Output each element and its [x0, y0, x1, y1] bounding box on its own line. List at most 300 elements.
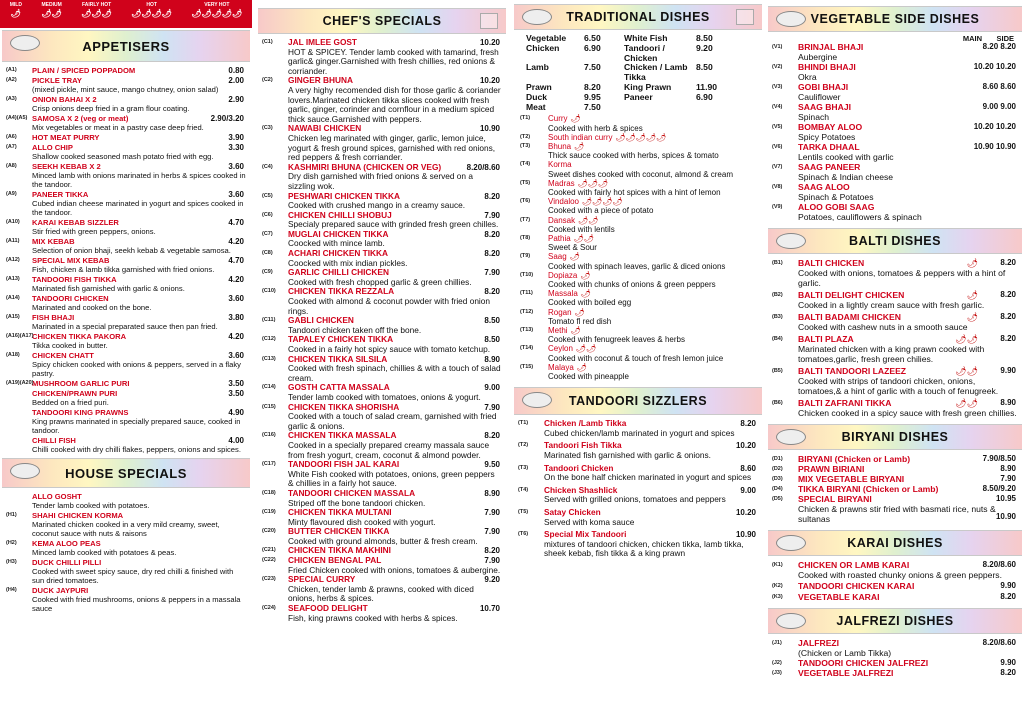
- item-code: (C10): [262, 288, 276, 295]
- item-code: (A12): [6, 257, 20, 263]
- item-name: TIKKA BIRYANI (Chicken or Lamb): [798, 484, 939, 494]
- house-specials-list: [0, 492, 252, 613]
- menu-item: [0, 332, 252, 350]
- chili-icon: 🌶: [570, 114, 581, 124]
- item-desc: Tomato fl red dish: [548, 316, 612, 326]
- item-price: 3.60: [228, 351, 244, 360]
- item-desc: Spicy chicken cooked with onions & peppers, served in a flaky pastry.: [32, 360, 241, 378]
- item-desc: Chicken, tender lamb & prawns, cooked with diced onions, herbs & spices.: [288, 583, 474, 604]
- item-price: 4.20: [228, 237, 244, 246]
- item-code: (A11): [6, 238, 20, 244]
- item-desc: Cooked with a piece of potato: [548, 206, 654, 216]
- chili-icon: 🌶: [580, 270, 591, 280]
- logo-oval-icon: [776, 233, 806, 249]
- tandoori-sizzlers-list: [512, 419, 764, 559]
- heat-label: HOT: [146, 2, 157, 8]
- item-code: (C1): [262, 39, 273, 45]
- item-price: 8.20: [484, 249, 500, 259]
- item-title-line: [548, 216, 598, 225]
- traditional-item: [512, 252, 764, 270]
- price-name: Chicken: [526, 42, 560, 53]
- menu-item: [256, 76, 508, 124]
- item-code: (H2): [6, 540, 17, 546]
- menu-item: [256, 124, 508, 162]
- menu-item: [512, 419, 764, 438]
- item-desc: A very highy recomended dish for those garlic & coriander lovers.Marinated chicken tikka slices cooked with fresh garlic, ginger, corinder and cornflour in a medium spiced thick sauce.Garnished with peppers.: [288, 84, 501, 124]
- item-code: (T12): [520, 308, 534, 315]
- item-desc: Mix vegetables or meat in a pastry case deep fried.: [32, 123, 204, 132]
- item-code: (H1): [6, 512, 17, 518]
- item-price: 3.80: [228, 313, 244, 322]
- heat-level: [10, 2, 22, 18]
- menu-item: [256, 230, 508, 249]
- chili-icon: 🌶🌶: [955, 366, 978, 376]
- price-name: King Prawn: [624, 81, 672, 92]
- menu-item: [0, 436, 252, 454]
- item-desc: Spinach: [798, 112, 830, 122]
- menu-item: [766, 62, 1024, 82]
- menu-item: [0, 237, 252, 255]
- item-name: CHICKEN BENGAL PAL: [288, 555, 382, 566]
- item-name: JAL IMLEE GOST: [288, 37, 357, 47]
- menu-item: [256, 460, 508, 489]
- item-desc: Cooked in a fairly hot spicy sauce with tomato ketchup.: [288, 344, 490, 354]
- item-desc: Cooked with roasted chunky onions & green peppers.: [798, 570, 1002, 580]
- menu-item: [766, 42, 1024, 62]
- item-code: (B6): [772, 400, 783, 406]
- item-name: CHILLI FISH: [32, 436, 76, 445]
- menu-item: [256, 431, 508, 460]
- logo-oval-icon: [522, 9, 552, 25]
- item-price: 10.90: [479, 124, 500, 134]
- item-name: CHICKEN TIKKA MULTANI: [288, 507, 392, 518]
- item-desc: Cooked with herb & spices: [548, 123, 643, 133]
- column-appetisers: [0, 0, 252, 724]
- menu-item: [256, 489, 508, 508]
- column-traditional: [512, 0, 764, 724]
- price-name: Tandoori / Chicken: [624, 42, 665, 63]
- item-desc: Chicken cooked in a spicy sauce with fresh green chillies.: [798, 408, 1017, 418]
- item-code: (B4): [772, 336, 783, 342]
- item-name: TARKA DHAAL: [798, 142, 860, 152]
- chili-icon: 🌶: [966, 258, 978, 268]
- item-desc: Marinated fish garnished with garlic & onions.: [544, 450, 711, 461]
- item-name: TANDOORI CHICKEN JALFREZI: [798, 658, 929, 668]
- item-code: (T7): [520, 216, 531, 223]
- item-desc: Dry dish garnished with fried onions & served on a sizzling wok.: [288, 171, 473, 191]
- traditional-item: [512, 344, 764, 362]
- traditional-item: [512, 197, 764, 215]
- item-code: (V9): [772, 204, 783, 210]
- item-desc: Minced lamb cooked with potatoes & peas.: [32, 548, 177, 557]
- item-name: SAMOSA X 2 (veg or meat): [32, 114, 129, 123]
- item-name: CHICKEN TIKKA SHORISHA: [288, 401, 400, 412]
- menu-item: [512, 486, 764, 505]
- item-price: 10.20: [735, 508, 756, 518]
- price-name: Chicken / Lamb Tikka: [624, 62, 688, 83]
- appetisers-list: [0, 66, 252, 454]
- heat-level: [42, 2, 62, 18]
- item-code: (V2): [772, 64, 783, 70]
- item-price: 9.50: [484, 460, 500, 470]
- item-name: KASHMIRI BHUNA (CHICKEN OR VEG): [288, 161, 442, 172]
- item-price: 7.90: [484, 210, 500, 220]
- item-desc: Cooked in a lightly cream sauce with fresh garlic.: [798, 300, 985, 310]
- chili-icon: 🌶🌶: [573, 234, 594, 244]
- item-desc: (Chicken or Lamb Tikka): [798, 648, 892, 658]
- karai-title: KARAI DISHES: [847, 536, 943, 550]
- menu-item: [766, 366, 1024, 396]
- item-title-line: [548, 179, 608, 188]
- balti-title: BALTI DISHES: [849, 234, 941, 248]
- menu-item: [0, 256, 252, 274]
- chili-icon: 🌶🌶: [955, 334, 978, 344]
- item-desc: Cooked with a touch of salad cream, garnished with fried garlic & onions.: [288, 411, 497, 431]
- item-name: MIX VEGETABLE BIRYANI: [798, 474, 905, 484]
- item-code: (T2): [520, 133, 531, 140]
- item-desc: Cooked with boiled egg: [548, 298, 632, 308]
- item-code: (V4): [772, 104, 783, 110]
- menu-item: [0, 162, 252, 189]
- item-price: 2.90/3.20: [210, 114, 244, 123]
- item-desc: King prawns marinated in specially prepared sauce, cooked in tandoor.: [32, 417, 241, 435]
- item-desc: Cooked with fresh chopped garlic & green chillies.: [288, 276, 472, 287]
- item-code: (A10): [6, 219, 20, 225]
- item-code: (T3): [518, 464, 529, 471]
- menu-item: [766, 592, 1024, 602]
- item-name: TAPALEY CHICKEN TIKKA: [288, 334, 394, 345]
- price-value: [696, 103, 736, 113]
- item-code: (B2): [772, 292, 783, 298]
- price-name: Meat: [526, 101, 546, 112]
- item-price: 7.90: [1000, 474, 1016, 483]
- menu-item: [0, 114, 252, 132]
- appetisers-banner: [2, 30, 250, 62]
- item-price: 8.60: [740, 463, 756, 473]
- item-code: (C14): [262, 384, 276, 391]
- item-desc: Cooked with lentils: [548, 224, 615, 234]
- item-desc: Selection of onion bhaji, seekh kebab & vegetable samosa.: [32, 246, 231, 255]
- house-specials-title: HOUSE SPECIALS: [65, 465, 187, 481]
- item-name: MIX KEBAB: [32, 237, 75, 246]
- price-name: White Fish: [624, 33, 668, 43]
- item-code: (A19)(A20): [6, 380, 34, 386]
- menu-item: [0, 408, 252, 435]
- item-price: 8.20: [484, 287, 500, 297]
- item-code: (D4): [772, 486, 783, 492]
- chefs-specials-title: CHEF'S SPECIALS: [322, 14, 442, 28]
- item-name: ALLO CHIP: [32, 143, 73, 152]
- item-desc: Spicy Potatoes: [798, 132, 856, 142]
- item-desc: Sweet & Sour: [548, 243, 597, 253]
- item-price: 10.20: [479, 38, 500, 47]
- item-price: 0.80: [228, 66, 244, 75]
- item-name: Satay Chicken: [544, 507, 601, 518]
- item-desc: Cubed chicken/lamb marinated in yogurt and spices: [544, 427, 735, 438]
- item-price: 8.20: [1000, 668, 1016, 677]
- pattern-square-icon: [736, 9, 754, 25]
- item-price: 9.00: [484, 383, 500, 393]
- biryani-list: [766, 454, 1024, 524]
- item-code: (A7): [6, 144, 17, 150]
- menu-item: [256, 287, 508, 316]
- item-name: GABLI CHICKEN: [288, 315, 354, 326]
- item-desc: Tikka cooked in butter.: [32, 341, 108, 350]
- item-price: 10.70: [479, 604, 500, 614]
- item-title-line: [548, 142, 584, 151]
- item-desc: mixtures of tandoori chicken, chicken tikka, lamb tikka, sheek kebab, fish tikka & a king prawn: [544, 538, 744, 559]
- item-price: 7.90: [484, 268, 500, 278]
- item-name: SAAG ALOO: [798, 182, 850, 192]
- item-desc: Sweet dishes cooked with coconut, almond & cream: [548, 169, 733, 179]
- logo-oval-icon: [10, 35, 40, 51]
- item-price: 8.20/8.60: [982, 560, 1016, 569]
- item-name: CHICKEN TIKKA SILSILA: [288, 353, 388, 364]
- item-code: (C16): [262, 432, 276, 439]
- item-price: 8.20: [484, 229, 500, 239]
- logo-oval-icon: [776, 613, 806, 629]
- item-desc: Tandoori chicken taken off the bone.: [288, 324, 422, 335]
- heat-label: MEDIUM: [41, 2, 62, 8]
- heat-legend: [0, 0, 252, 28]
- veg-sides-banner: [768, 6, 1022, 32]
- karai-banner: [768, 530, 1022, 556]
- item-desc: Marinated chicken with a king prawn cooked with tomatoes,garlic, fresh green chilies.: [798, 344, 985, 364]
- traditional-item: [512, 308, 764, 326]
- price-value: 11.90: [696, 81, 718, 92]
- item-code: (T8): [520, 235, 531, 242]
- item-desc: Potatoes, cauliflowers & spinach: [798, 212, 922, 222]
- logo-oval-icon: [776, 535, 806, 551]
- item-price: 9.00 9.00: [982, 102, 1016, 111]
- price-name: Paneer: [624, 91, 653, 102]
- item-name: VEGETABLE KARAI: [798, 592, 880, 602]
- item-code: (D2): [772, 466, 783, 472]
- item-price: 4.70: [228, 256, 244, 265]
- menu-item: [256, 335, 508, 354]
- chili-icon: 🌶🌶🌶🌶: [131, 9, 172, 18]
- item-code: (C17): [262, 461, 276, 468]
- item-price: 3.50: [228, 379, 244, 388]
- item-price: 7.90: [484, 556, 500, 566]
- item-code: (C11): [262, 317, 276, 324]
- item-code: (T1): [518, 420, 529, 427]
- item-name: Tandoori Chicken: [544, 462, 614, 473]
- item-title-line: [548, 363, 587, 372]
- item-code: (C19): [262, 509, 276, 516]
- item-price: 3.60: [228, 294, 244, 303]
- item-code: (H3): [6, 559, 17, 565]
- item-price: 8.20: [484, 431, 500, 441]
- item-name: GOSTH CATTA MASSALA: [288, 382, 390, 393]
- item-price: 8.20: [740, 419, 756, 429]
- item-desc: Cooked with coconut & touch of fresh lemon juice: [548, 353, 724, 363]
- item-desc: Minced lamb with onions marinated in herbs & spices cooked in the tandoor.: [32, 171, 246, 189]
- menu-item: [0, 558, 252, 585]
- item-price: 10.90: [735, 530, 756, 540]
- item-name: Ceylon: [548, 344, 573, 354]
- item-code: (C21): [262, 547, 276, 554]
- chili-icon: 🌶: [10, 9, 21, 18]
- menu-item: [256, 508, 508, 527]
- menu-item: [0, 133, 252, 142]
- menu-item: [256, 38, 508, 76]
- item-name: BALTI TANDOORI LAZEEZ: [798, 366, 907, 376]
- traditional-item: [512, 216, 764, 234]
- item-code: (T13): [520, 327, 534, 334]
- traditional-title: TRADITIONAL DISHES: [566, 10, 710, 24]
- item-code: (A14): [6, 295, 20, 301]
- traditional-banner: [514, 4, 762, 30]
- item-name: MUGLAI CHICKEN TIKKA: [288, 228, 389, 239]
- menu-item: [766, 182, 1024, 202]
- item-code: (C23): [262, 576, 276, 583]
- item-desc: Cauliflower: [798, 92, 841, 102]
- item-price: 4.20: [228, 275, 244, 284]
- price-value: 7.50: [584, 101, 601, 112]
- chili-icon: 🌶🌶: [41, 9, 62, 18]
- menu-item: [0, 218, 252, 236]
- item-code: (K3): [772, 594, 783, 600]
- menu-item: [256, 527, 508, 546]
- item-code: (A1): [6, 67, 17, 73]
- traditional-item: [512, 114, 764, 132]
- item-name: SHAHI CHICKEN KORMA: [32, 511, 124, 520]
- item-name: ALLO GOSHT: [32, 492, 82, 501]
- item-desc: Served with grilled onions, tomatoes and peppers: [544, 494, 726, 505]
- menu-item: [766, 290, 1024, 310]
- item-price: 9.90: [1000, 658, 1016, 667]
- item-code: (H4): [6, 587, 17, 593]
- item-name: MUSHROOM GARLIC PURI: [32, 379, 130, 388]
- menu-item: [0, 95, 252, 113]
- item-desc: Cooked with onions, tomatoes & peppers with a hint of garlic.: [798, 268, 1006, 288]
- item-code: (C20): [262, 528, 276, 535]
- item-code: (K1): [772, 562, 783, 568]
- item-name: PLAIN / SPICED POPPADOM: [32, 66, 136, 75]
- item-price: 8.20: [1000, 258, 1016, 267]
- item-name: SEEKH KEBAB X 2: [32, 162, 101, 171]
- chili-icon: 🌶: [966, 290, 978, 300]
- item-name: Bhuna: [548, 141, 572, 151]
- price-value: 8.50: [696, 33, 713, 43]
- item-desc: Thick sauce cooked with herbs, spices & tomato: [548, 151, 719, 161]
- menu-item: [0, 294, 252, 312]
- item-name: GOBI BHAJI: [798, 82, 849, 92]
- item-price: 4.90: [228, 408, 244, 417]
- item-desc: (mixed pickle, mint sauce, mango chutney, onion salad): [32, 85, 219, 94]
- item-code: (C4): [262, 163, 273, 170]
- item-name: CHICKEN CHILLI SHOBUJ: [288, 209, 392, 220]
- chili-icon: 🌶🌶🌶: [577, 178, 609, 188]
- item-code: (C7): [262, 230, 273, 237]
- item-desc: Minty flavoured dish cooked with yogurt.: [288, 516, 436, 527]
- column-chefs-specials: [256, 0, 508, 724]
- item-desc: Cooked with pineapple: [548, 372, 629, 382]
- price-value: 6.90: [584, 42, 601, 53]
- item-price: 2.00: [228, 76, 244, 85]
- item-name: BALTI PLAZA: [798, 334, 854, 344]
- menu-item: [0, 143, 252, 161]
- item-name: PICKLE TRAY: [32, 76, 82, 85]
- biryani-banner: [768, 424, 1022, 450]
- item-name: FISH BHAJI: [32, 313, 75, 322]
- item-name: Special Mix Tandoori: [544, 529, 627, 540]
- item-name: SPECIAL BIRYANI: [798, 494, 872, 504]
- item-code: (C18): [262, 489, 276, 496]
- item-desc: Tender lamb cooked with potatoes.: [32, 501, 150, 510]
- item-name: CHICKEN OR LAMB KARAI: [798, 560, 910, 570]
- item-price: 10.90: [995, 512, 1016, 521]
- item-code: (C22): [262, 557, 276, 564]
- item-name: Rogan: [548, 307, 572, 317]
- veg-sides-title: VEGETABLE SIDE DISHES: [810, 12, 980, 26]
- item-name: Madras: [548, 178, 575, 188]
- item-price: 10.20: [735, 441, 756, 451]
- item-name: SAAG PANEER: [798, 162, 861, 172]
- item-desc: Cooked with fairly hot spices with a hint of lemon: [548, 188, 721, 197]
- item-code: (T4): [520, 161, 531, 168]
- menu-item: [0, 190, 252, 217]
- item-code: (V5): [772, 124, 783, 130]
- menu-item: [0, 492, 252, 510]
- item-code: (A4)(A5): [6, 115, 28, 121]
- menu-item: [0, 539, 252, 557]
- item-desc: Marinated chicken cooked in a very mild creamy, sweet, coconut sauce with nuts & raisons: [32, 520, 220, 538]
- item-title-line: [548, 308, 585, 317]
- item-code: (C5): [262, 192, 273, 199]
- item-code: (C12): [262, 336, 276, 343]
- item-desc: Okra: [798, 72, 817, 82]
- chili-icon: 🌶🌶🌶🌶🌶: [615, 132, 667, 142]
- menu-item: [766, 122, 1024, 142]
- item-name: TANDOORI CHICKEN KARAI: [798, 581, 915, 591]
- menu-item: [766, 484, 1024, 494]
- item-desc: Striped off the bone tandoori chicken.: [288, 497, 426, 508]
- menu-item: [766, 202, 1024, 222]
- menu-item: [256, 316, 508, 335]
- chili-icon: 🌶: [574, 307, 585, 317]
- item-price: 8.90: [484, 354, 500, 364]
- chili-icon: 🌶: [580, 289, 591, 299]
- heat-level: [81, 2, 111, 18]
- item-name: TANDOORI FISH TIKKA: [32, 275, 117, 284]
- item-name: ACHARI CHICKEN TIKKA: [288, 248, 389, 259]
- item-code: (K2): [772, 583, 783, 589]
- menu-item: [766, 464, 1024, 474]
- item-code: (B3): [772, 314, 783, 320]
- item-code: (T1): [520, 115, 531, 122]
- item-name: South indian curry: [548, 132, 613, 142]
- item-code: (V3): [772, 84, 783, 90]
- chili-icon: 🌶: [966, 312, 978, 322]
- item-price: 2.90: [228, 95, 244, 104]
- item-code: (T14): [520, 345, 534, 352]
- traditional-list: [512, 114, 764, 381]
- menu-item: [256, 192, 508, 211]
- menu-item: [766, 560, 1024, 580]
- item-desc: Coocked with mix indian pickles.: [288, 257, 408, 268]
- item-name: PANEER TIKKA: [32, 190, 89, 199]
- item-name: PRAWN BIRIANI: [798, 464, 865, 474]
- price-value: 8.20: [584, 81, 601, 92]
- item-price: 4.00: [228, 436, 244, 445]
- traditional-item: [512, 289, 764, 307]
- item-price: 8.20/8.60: [982, 638, 1016, 647]
- price-value: 8.50: [696, 62, 713, 73]
- item-code: (T15): [520, 363, 534, 370]
- item-desc: Spinach & Potatoes: [798, 192, 874, 202]
